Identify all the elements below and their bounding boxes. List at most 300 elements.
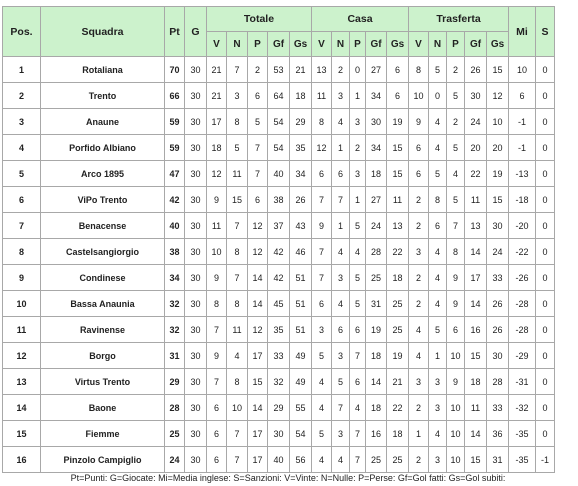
media-inglese-cell: -26 — [509, 265, 536, 291]
position-cell: 12 — [3, 343, 41, 369]
tras-gs-cell: 31 — [487, 447, 509, 473]
tot-gf-cell: 35 — [268, 317, 290, 343]
tot-v-cell: 6 — [207, 395, 227, 421]
tot-gs-cell: 51 — [290, 265, 312, 291]
team-name-cell: Castelsangiorgio — [41, 239, 165, 265]
tras-n-cell: 4 — [429, 421, 447, 447]
casa-gs-cell: 21 — [387, 369, 409, 395]
played-cell: 30 — [185, 265, 207, 291]
casa-gf-cell: 18 — [366, 395, 387, 421]
tras-n-cell: 3 — [429, 395, 447, 421]
sanzioni-cell: -1 — [536, 447, 555, 473]
sanzioni-cell: 0 — [536, 291, 555, 317]
tot-p-cell: 7 — [248, 161, 268, 187]
tras-gs-cell: 12 — [487, 83, 509, 109]
position-cell: 8 — [3, 239, 41, 265]
casa-n-cell: 5 — [332, 369, 350, 395]
tras-gs-cell: 20 — [487, 135, 509, 161]
team-name-cell: Pinzolo Campiglio — [41, 447, 165, 473]
header-casa: Casa — [312, 7, 409, 32]
position-cell: 6 — [3, 187, 41, 213]
points-cell: 59 — [165, 135, 185, 161]
tras-v-cell: 2 — [409, 447, 429, 473]
casa-p-cell: 4 — [350, 239, 366, 265]
tras-p-cell: 9 — [447, 291, 465, 317]
points-cell: 38 — [165, 239, 185, 265]
tot-p-cell: 14 — [248, 265, 268, 291]
table-row — [3, 369, 555, 395]
tras-p-cell: 2 — [447, 57, 465, 83]
tras-p-cell: 5 — [447, 135, 465, 161]
casa-v-cell: 7 — [312, 265, 332, 291]
table-row — [3, 135, 555, 161]
table-row — [3, 317, 555, 343]
casa-n-cell: 6 — [332, 161, 350, 187]
casa-p-cell: 4 — [350, 395, 366, 421]
tot-p-cell: 12 — [248, 213, 268, 239]
table-row — [3, 447, 555, 473]
casa-gs-cell: 15 — [387, 135, 409, 161]
casa-gf-cell: 18 — [366, 161, 387, 187]
tras-v-cell: 2 — [409, 213, 429, 239]
tot-p-cell: 12 — [248, 239, 268, 265]
tot-gs-cell: 49 — [290, 369, 312, 395]
tras-n-cell: 0 — [429, 83, 447, 109]
played-cell: 30 — [185, 317, 207, 343]
header-tot-p: P — [248, 32, 268, 57]
casa-n-cell: 1 — [332, 213, 350, 239]
tot-p-cell: 6 — [248, 187, 268, 213]
tras-n-cell: 4 — [429, 239, 447, 265]
tras-v-cell: 8 — [409, 57, 429, 83]
sanzioni-cell: 0 — [536, 161, 555, 187]
casa-p-cell: 6 — [350, 369, 366, 395]
tot-gf-cell: 53 — [268, 57, 290, 83]
tras-n-cell: 1 — [429, 343, 447, 369]
casa-gs-cell: 13 — [387, 213, 409, 239]
casa-v-cell: 4 — [312, 447, 332, 473]
tras-n-cell: 4 — [429, 109, 447, 135]
tot-v-cell: 6 — [207, 447, 227, 473]
tras-p-cell: 9 — [447, 369, 465, 395]
header-tras-v: V — [409, 32, 429, 57]
sanzioni-cell: 0 — [536, 317, 555, 343]
header-tot-gf: Gf — [268, 32, 290, 57]
tot-p-cell: 17 — [248, 447, 268, 473]
legend: Pt=Punti: G=Giocate: Mi=Media inglese: S=Sanzioni: V=Vinte: N=Nulle: P=Perse: Gf=Gol fatti: Gs=Gol subiti: — [70, 473, 506, 483]
position-cell: 16 — [3, 447, 41, 473]
media-inglese-cell: -35 — [509, 447, 536, 473]
casa-p-cell: 5 — [350, 291, 366, 317]
tot-n-cell: 7 — [227, 447, 248, 473]
casa-v-cell: 4 — [312, 395, 332, 421]
tot-gf-cell: 42 — [268, 239, 290, 265]
tot-gs-cell: 51 — [290, 317, 312, 343]
tot-n-cell: 7 — [227, 421, 248, 447]
tot-p-cell: 17 — [248, 343, 268, 369]
tras-v-cell: 3 — [409, 369, 429, 395]
sanzioni-cell: 0 — [536, 135, 555, 161]
casa-v-cell: 4 — [312, 369, 332, 395]
header-tras-gf: Gf — [465, 32, 487, 57]
header-pos: Pos. — [3, 7, 41, 57]
points-cell: 25 — [165, 421, 185, 447]
sanzioni-cell: 0 — [536, 265, 555, 291]
points-cell: 32 — [165, 291, 185, 317]
tot-n-cell: 8 — [227, 239, 248, 265]
casa-p-cell: 6 — [350, 317, 366, 343]
tras-v-cell: 4 — [409, 317, 429, 343]
tras-gf-cell: 22 — [465, 161, 487, 187]
casa-p-cell: 1 — [350, 83, 366, 109]
standings-table — [2, 6, 555, 473]
played-cell: 30 — [185, 161, 207, 187]
casa-n-cell: 1 — [332, 135, 350, 161]
tot-n-cell: 4 — [227, 343, 248, 369]
table-row — [3, 291, 555, 317]
tras-gs-cell: 24 — [487, 239, 509, 265]
position-cell: 7 — [3, 213, 41, 239]
tot-gs-cell: 43 — [290, 213, 312, 239]
casa-v-cell: 8 — [312, 109, 332, 135]
tras-v-cell: 2 — [409, 395, 429, 421]
tot-gs-cell: 21 — [290, 57, 312, 83]
position-cell: 13 — [3, 369, 41, 395]
tot-v-cell: 7 — [207, 369, 227, 395]
tot-gs-cell: 46 — [290, 239, 312, 265]
header-casa-v: V — [312, 32, 332, 57]
media-inglese-cell: 10 — [509, 57, 536, 83]
team-name-cell: Rotaliana — [41, 57, 165, 83]
tras-gf-cell: 20 — [465, 135, 487, 161]
tras-gf-cell: 24 — [465, 109, 487, 135]
tras-v-cell: 9 — [409, 109, 429, 135]
sanzioni-cell: 0 — [536, 109, 555, 135]
casa-n-cell: 3 — [332, 421, 350, 447]
tras-gf-cell: 14 — [465, 239, 487, 265]
team-name-cell: Bassa Anaunia — [41, 291, 165, 317]
casa-gs-cell: 25 — [387, 291, 409, 317]
media-inglese-cell: -28 — [509, 317, 536, 343]
tras-gs-cell: 15 — [487, 57, 509, 83]
tras-n-cell: 3 — [429, 369, 447, 395]
casa-gs-cell: 22 — [387, 239, 409, 265]
table-row — [3, 239, 555, 265]
tot-gs-cell: 18 — [290, 83, 312, 109]
casa-p-cell: 3 — [350, 161, 366, 187]
casa-p-cell: 2 — [350, 135, 366, 161]
casa-gs-cell: 15 — [387, 161, 409, 187]
played-cell: 30 — [185, 213, 207, 239]
sanzioni-cell: 0 — [536, 57, 555, 83]
tras-n-cell: 5 — [429, 317, 447, 343]
tot-gf-cell: 54 — [268, 109, 290, 135]
position-cell: 2 — [3, 83, 41, 109]
header-tot-n: N — [227, 32, 248, 57]
tot-n-cell: 7 — [227, 213, 248, 239]
tras-p-cell: 5 — [447, 187, 465, 213]
casa-n-cell: 4 — [332, 109, 350, 135]
tras-n-cell: 3 — [429, 447, 447, 473]
casa-gf-cell: 25 — [366, 265, 387, 291]
header-casa-gf: Gf — [366, 32, 387, 57]
media-inglese-cell: -32 — [509, 395, 536, 421]
header-played: G — [185, 7, 207, 57]
tras-gs-cell: 36 — [487, 421, 509, 447]
standings-body — [3, 57, 555, 473]
casa-n-cell: 4 — [332, 447, 350, 473]
team-name-cell: Baone — [41, 395, 165, 421]
sanzioni-cell: 0 — [536, 343, 555, 369]
tras-p-cell: 8 — [447, 239, 465, 265]
tras-gs-cell: 28 — [487, 369, 509, 395]
position-cell: 9 — [3, 265, 41, 291]
media-inglese-cell: -18 — [509, 187, 536, 213]
table-row — [3, 395, 555, 421]
tras-v-cell: 10 — [409, 83, 429, 109]
tras-v-cell: 4 — [409, 343, 429, 369]
team-name-cell: Virtus Trento — [41, 369, 165, 395]
played-cell: 30 — [185, 109, 207, 135]
header-points: Pt — [165, 7, 185, 57]
table-row — [3, 343, 555, 369]
tras-p-cell: 10 — [447, 395, 465, 421]
table-row — [3, 213, 555, 239]
casa-n-cell: 4 — [332, 291, 350, 317]
header-media-inglese: Mi — [509, 7, 536, 57]
tot-gf-cell: 40 — [268, 161, 290, 187]
casa-gs-cell: 22 — [387, 395, 409, 421]
tras-n-cell: 5 — [429, 161, 447, 187]
position-cell: 14 — [3, 395, 41, 421]
tras-n-cell: 4 — [429, 291, 447, 317]
position-cell: 3 — [3, 109, 41, 135]
casa-p-cell: 7 — [350, 447, 366, 473]
tras-p-cell: 5 — [447, 83, 465, 109]
casa-gs-cell: 6 — [387, 57, 409, 83]
table-row — [3, 421, 555, 447]
casa-n-cell: 7 — [332, 395, 350, 421]
position-cell: 1 — [3, 57, 41, 83]
sanzioni-cell: 0 — [536, 369, 555, 395]
casa-gs-cell: 11 — [387, 187, 409, 213]
position-cell: 15 — [3, 421, 41, 447]
casa-v-cell: 9 — [312, 213, 332, 239]
casa-gf-cell: 34 — [366, 83, 387, 109]
table-row — [3, 83, 555, 109]
header-tot-v: V — [207, 32, 227, 57]
casa-v-cell: 7 — [312, 239, 332, 265]
played-cell: 30 — [185, 187, 207, 213]
played-cell: 30 — [185, 239, 207, 265]
casa-v-cell: 11 — [312, 83, 332, 109]
tot-n-cell: 5 — [227, 135, 248, 161]
casa-n-cell: 3 — [332, 83, 350, 109]
table-row — [3, 265, 555, 291]
team-name-cell: Fiemme — [41, 421, 165, 447]
tras-v-cell: 3 — [409, 239, 429, 265]
casa-n-cell: 3 — [332, 343, 350, 369]
tras-gs-cell: 33 — [487, 265, 509, 291]
tot-v-cell: 8 — [207, 291, 227, 317]
tot-p-cell: 6 — [248, 83, 268, 109]
tot-v-cell: 12 — [207, 161, 227, 187]
points-cell: 42 — [165, 187, 185, 213]
casa-gf-cell: 34 — [366, 135, 387, 161]
media-inglese-cell: -1 — [509, 109, 536, 135]
casa-gs-cell: 18 — [387, 421, 409, 447]
tot-gf-cell: 42 — [268, 265, 290, 291]
header-tras-p: P — [447, 32, 465, 57]
tot-n-cell: 7 — [227, 265, 248, 291]
header-sanzioni: S — [536, 7, 555, 57]
tot-n-cell: 8 — [227, 291, 248, 317]
played-cell: 30 — [185, 447, 207, 473]
tras-gs-cell: 19 — [487, 161, 509, 187]
casa-gf-cell: 25 — [366, 447, 387, 473]
header-casa-p: P — [350, 32, 366, 57]
media-inglese-cell: -22 — [509, 239, 536, 265]
tot-p-cell: 15 — [248, 369, 268, 395]
points-cell: 29 — [165, 369, 185, 395]
tras-gs-cell: 15 — [487, 187, 509, 213]
tot-v-cell: 9 — [207, 265, 227, 291]
points-cell: 47 — [165, 161, 185, 187]
tras-gf-cell: 11 — [465, 395, 487, 421]
header-team: Squadra — [41, 7, 165, 57]
casa-gf-cell: 27 — [366, 187, 387, 213]
tot-gs-cell: 35 — [290, 135, 312, 161]
played-cell: 30 — [185, 135, 207, 161]
casa-gs-cell: 25 — [387, 447, 409, 473]
sanzioni-cell: 0 — [536, 83, 555, 109]
tot-gs-cell: 29 — [290, 109, 312, 135]
casa-n-cell: 3 — [332, 265, 350, 291]
tras-gs-cell: 30 — [487, 213, 509, 239]
tras-p-cell: 10 — [447, 343, 465, 369]
tras-n-cell: 8 — [429, 187, 447, 213]
position-cell: 10 — [3, 291, 41, 317]
tras-gs-cell: 26 — [487, 291, 509, 317]
casa-v-cell: 5 — [312, 343, 332, 369]
casa-n-cell: 2 — [332, 57, 350, 83]
team-name-cell: Ravinense — [41, 317, 165, 343]
casa-v-cell: 7 — [312, 187, 332, 213]
tras-gs-cell: 10 — [487, 109, 509, 135]
position-cell: 11 — [3, 317, 41, 343]
table-row — [3, 57, 555, 83]
tras-gf-cell: 26 — [465, 57, 487, 83]
casa-gs-cell: 6 — [387, 83, 409, 109]
tras-p-cell: 10 — [447, 447, 465, 473]
tot-v-cell: 9 — [207, 343, 227, 369]
points-cell: 70 — [165, 57, 185, 83]
tot-gs-cell: 55 — [290, 395, 312, 421]
tot-gs-cell: 51 — [290, 291, 312, 317]
tras-gf-cell: 13 — [465, 213, 487, 239]
tot-gs-cell: 26 — [290, 187, 312, 213]
team-name-cell: Condinese — [41, 265, 165, 291]
casa-p-cell: 5 — [350, 265, 366, 291]
tras-p-cell: 2 — [447, 109, 465, 135]
casa-p-cell: 3 — [350, 109, 366, 135]
sanzioni-cell: 0 — [536, 213, 555, 239]
tras-gf-cell: 15 — [465, 447, 487, 473]
tot-n-cell: 11 — [227, 161, 248, 187]
tot-n-cell: 3 — [227, 83, 248, 109]
sanzioni-cell: 0 — [536, 239, 555, 265]
tot-v-cell: 6 — [207, 421, 227, 447]
tot-n-cell: 11 — [227, 317, 248, 343]
casa-p-cell: 1 — [350, 187, 366, 213]
tras-v-cell: 6 — [409, 135, 429, 161]
tras-gf-cell: 16 — [465, 317, 487, 343]
tot-gf-cell: 38 — [268, 187, 290, 213]
casa-gf-cell: 28 — [366, 239, 387, 265]
casa-gs-cell: 19 — [387, 109, 409, 135]
casa-n-cell: 7 — [332, 187, 350, 213]
media-inglese-cell: -31 — [509, 369, 536, 395]
played-cell: 30 — [185, 421, 207, 447]
tras-n-cell: 5 — [429, 57, 447, 83]
tot-v-cell: 17 — [207, 109, 227, 135]
casa-gs-cell: 19 — [387, 343, 409, 369]
media-inglese-cell: -28 — [509, 291, 536, 317]
media-inglese-cell: -29 — [509, 343, 536, 369]
tras-n-cell: 4 — [429, 265, 447, 291]
tras-p-cell: 9 — [447, 265, 465, 291]
tot-v-cell: 11 — [207, 213, 227, 239]
team-name-cell: Borgo — [41, 343, 165, 369]
tot-p-cell: 14 — [248, 291, 268, 317]
tras-gf-cell: 15 — [465, 343, 487, 369]
casa-gf-cell: 14 — [366, 369, 387, 395]
media-inglese-cell: -13 — [509, 161, 536, 187]
team-name-cell: Anaune — [41, 109, 165, 135]
points-cell: 66 — [165, 83, 185, 109]
tot-n-cell: 8 — [227, 109, 248, 135]
tras-gf-cell: 14 — [465, 291, 487, 317]
tras-gf-cell: 30 — [465, 83, 487, 109]
tot-gs-cell: 56 — [290, 447, 312, 473]
casa-gs-cell: 25 — [387, 317, 409, 343]
team-name-cell: Trento — [41, 83, 165, 109]
tot-p-cell: 12 — [248, 317, 268, 343]
points-cell: 28 — [165, 395, 185, 421]
tras-v-cell: 2 — [409, 265, 429, 291]
tras-gf-cell: 14 — [465, 421, 487, 447]
media-inglese-cell: -35 — [509, 421, 536, 447]
casa-gf-cell: 18 — [366, 343, 387, 369]
tras-v-cell: 6 — [409, 161, 429, 187]
tras-gf-cell: 11 — [465, 187, 487, 213]
tot-p-cell: 7 — [248, 135, 268, 161]
casa-gf-cell: 19 — [366, 317, 387, 343]
casa-n-cell: 4 — [332, 239, 350, 265]
team-name-cell: Porfido Albiano — [41, 135, 165, 161]
tot-gf-cell: 45 — [268, 291, 290, 317]
casa-gf-cell: 30 — [366, 109, 387, 135]
casa-p-cell: 7 — [350, 343, 366, 369]
table-row — [3, 187, 555, 213]
tras-gf-cell: 18 — [465, 369, 487, 395]
tras-p-cell: 7 — [447, 213, 465, 239]
casa-v-cell: 12 — [312, 135, 332, 161]
tot-v-cell: 10 — [207, 239, 227, 265]
played-cell: 30 — [185, 83, 207, 109]
team-name-cell: Arco 1895 — [41, 161, 165, 187]
casa-p-cell: 5 — [350, 213, 366, 239]
